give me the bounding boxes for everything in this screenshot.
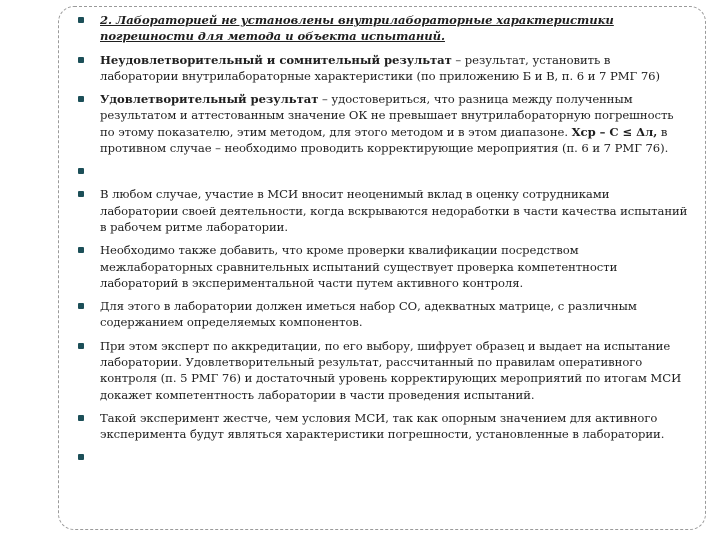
bullet-strong-term: Неудовлетворительный и сомнительный результат <box>100 52 452 67</box>
bullet-strong-term: Удовлетворительный результат <box>100 92 319 107</box>
bullet-item-8 <box>78 410 688 443</box>
bullet-marker-icon <box>78 415 84 421</box>
bullet-text: – результат, установить в лаборатории внутрилабораторные характеристики (по приложению Б и В, п. 6 и 7 РМГ 76) <box>100 52 660 83</box>
bullet-marker-icon <box>78 247 84 253</box>
bullet-text: Такой эксперимент жестче, чем условия МСИ, так как опорным значением для активного эксперимента будут являться характеристики погрешности, установленные в лаборатории. <box>100 410 665 442</box>
bullet-text: При этом эксперт по аккредитации, по его выбору, шифрует образец и выдает на испытание лаборатории. Удовлетворительный результат, рассчитанный по правилам оперативного контроля (п. 5 РМГ 76) и достаточный уровень корректирующих мероприятий по итогам МСИ докажет компетентность лаборатории в части проведения испытаний. <box>100 338 682 402</box>
bullet-text: Для этого в лаборатории должен иметься набор СО, адекватных матрице, с различным содержанием определяемых компонентов. <box>100 299 637 330</box>
bullet-marker-icon <box>78 343 84 349</box>
formula-text: Хср – С ≤ Δл, <box>571 124 658 139</box>
bullet-item-6 <box>78 298 688 331</box>
bullet-list <box>78 12 688 473</box>
bullet-marker-icon <box>78 168 84 174</box>
bullet-marker-icon <box>78 96 84 102</box>
bullet-marker-icon <box>78 454 84 460</box>
bullet-text: Необходимо также добавить, что кроме проверки квалификации посредством межлабораторных сравнительных испытаний существует проверка компетентности лабораторий в экспериментальной части путем активного контроля. <box>100 243 618 290</box>
bullet-item-3 <box>78 91 688 156</box>
bullet-item-empty-1 <box>78 163 688 179</box>
bullet-text: В любом случае, участие в МСИ вносит неоценимый вклад в оценку сотрудниками лаборатории своей деятельности, когда вскрываются недоработки в части качества испытаний в рабочем ритме лаборатории. <box>100 187 688 234</box>
bullet-heading: 2. Лабораторией не установлены внутрилабораторные характеристики погрешности для метода и объекта испытаний. <box>100 13 614 44</box>
bullet-marker-icon <box>78 303 84 309</box>
bullet-item-1 <box>78 12 688 45</box>
bullet-marker-icon <box>78 191 84 197</box>
bullet-item-5 <box>78 242 688 291</box>
bullet-item-4 <box>78 186 688 235</box>
bullet-text-continuation: в противном случае – необходимо проводить корректирующие мероприятия (п. 6 и 7 РМГ 76). <box>100 124 669 156</box>
bullet-marker-icon <box>78 57 84 63</box>
bullet-marker-icon <box>78 17 84 23</box>
bullet-text: – удостовериться, что разница между полученным результатом и аттестованным значение ОК не превышает внутрилабораторную погрешность по этому показателю, этим методом, для этого методом и в этом диапазоне. <box>100 92 674 139</box>
bullet-item-2 <box>78 52 688 85</box>
bullet-item-7 <box>78 338 688 403</box>
bullet-item-empty-2 <box>78 449 688 465</box>
